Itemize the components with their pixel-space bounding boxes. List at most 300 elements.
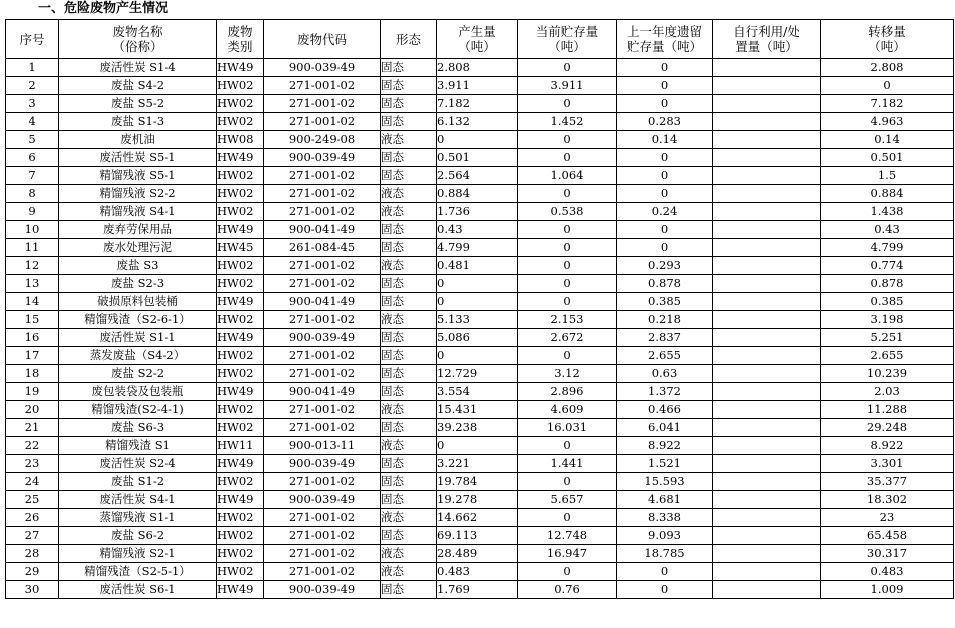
cell-seq: 2	[6, 77, 59, 95]
table-row	[6, 329, 954, 347]
cell-current-storage: 4.609	[518, 401, 617, 419]
cell-self-use	[713, 347, 821, 365]
cell-last-year-storage: 0.283	[617, 113, 713, 131]
cell-name: 废包装袋及包装瓶	[59, 383, 217, 401]
cell-transfer: 5.251	[821, 329, 954, 347]
cell-name: 精馏残渣（S2-6-1）	[59, 311, 217, 329]
cell-transfer: 0	[821, 77, 954, 95]
cell-code: 261-084-45	[264, 239, 381, 257]
cell-transfer: 2.655	[821, 347, 954, 365]
cell-code: 900-039-49	[264, 329, 381, 347]
cell-seq: 7	[6, 167, 59, 185]
table-header-row	[6, 20, 954, 59]
cell-seq: 8	[6, 185, 59, 203]
cell-name: 废活性炭 S1-4	[59, 59, 217, 77]
cell-last-year-storage: 4.681	[617, 491, 713, 509]
cell-code: 271-001-02	[264, 185, 381, 203]
cell-transfer: 18.302	[821, 491, 954, 509]
cell-last-year-storage: 0	[617, 563, 713, 581]
cell-self-use	[713, 77, 821, 95]
section-title: 一、危险废物产生情况	[38, 1, 169, 16]
cell-category: HW02	[217, 365, 264, 383]
cell-code: 900-013-11	[264, 437, 381, 455]
cell-code: 271-001-02	[264, 257, 381, 275]
cell-name: 废盐 S1-2	[59, 473, 217, 491]
cell-transfer: 4.799	[821, 239, 954, 257]
cell-seq: 1	[6, 59, 59, 77]
cell-category: HW49	[217, 221, 264, 239]
cell-code: 900-041-49	[264, 221, 381, 239]
cell-last-year-storage: 2.655	[617, 347, 713, 365]
cell-last-year-storage: 0	[617, 221, 713, 239]
table-row	[6, 581, 954, 599]
cell-self-use	[713, 455, 821, 473]
cell-produced: 1.769	[437, 581, 518, 599]
cell-produced: 0	[437, 293, 518, 311]
cell-seq: 3	[6, 95, 59, 113]
cell-self-use	[713, 365, 821, 383]
cell-form: 固态	[381, 383, 437, 401]
cell-transfer: 30.317	[821, 545, 954, 563]
cell-category: HW02	[217, 509, 264, 527]
cell-code: 271-001-02	[264, 545, 381, 563]
cell-seq: 30	[6, 581, 59, 599]
cell-form: 固态	[381, 221, 437, 239]
cell-seq: 13	[6, 275, 59, 293]
hazardous-waste-table	[5, 19, 954, 599]
table-row	[6, 113, 954, 131]
table-row	[6, 509, 954, 527]
cell-self-use	[713, 149, 821, 167]
cell-seq: 19	[6, 383, 59, 401]
cell-produced: 0	[437, 275, 518, 293]
cell-seq: 23	[6, 455, 59, 473]
cell-last-year-storage: 0.878	[617, 275, 713, 293]
cell-produced: 0.884	[437, 185, 518, 203]
cell-name: 精馏残液 S5-1	[59, 167, 217, 185]
table-row	[6, 419, 954, 437]
cell-current-storage: 0	[518, 95, 617, 113]
cell-last-year-storage: 2.837	[617, 329, 713, 347]
cell-form: 固态	[381, 167, 437, 185]
cell-produced: 14.662	[437, 509, 518, 527]
cell-form: 液态	[381, 203, 437, 221]
header-name: 废物名称 （俗称）	[59, 20, 217, 59]
cell-form: 液态	[381, 131, 437, 149]
cell-form: 液态	[381, 401, 437, 419]
cell-seq: 26	[6, 509, 59, 527]
cell-transfer: 1.5	[821, 167, 954, 185]
cell-category: HW02	[217, 113, 264, 131]
cell-form: 固态	[381, 347, 437, 365]
cell-transfer: 4.963	[821, 113, 954, 131]
cell-transfer: 11.288	[821, 401, 954, 419]
cell-code: 900-039-49	[264, 149, 381, 167]
cell-self-use	[713, 95, 821, 113]
cell-self-use	[713, 491, 821, 509]
cell-transfer: 3.198	[821, 311, 954, 329]
table-row	[6, 527, 954, 545]
cell-current-storage: 0	[518, 131, 617, 149]
cell-transfer: 3.301	[821, 455, 954, 473]
cell-produced: 19.784	[437, 473, 518, 491]
cell-name: 废机油	[59, 131, 217, 149]
header-transfer: 转移量 （吨）	[821, 20, 954, 59]
cell-form: 液态	[381, 311, 437, 329]
cell-self-use	[713, 203, 821, 221]
cell-category: HW49	[217, 293, 264, 311]
table-row	[6, 365, 954, 383]
cell-current-storage: 16.947	[518, 545, 617, 563]
cell-code: 271-001-02	[264, 203, 381, 221]
cell-last-year-storage: 0.63	[617, 365, 713, 383]
cell-last-year-storage: 8.922	[617, 437, 713, 455]
cell-seq: 28	[6, 545, 59, 563]
cell-produced: 7.182	[437, 95, 518, 113]
cell-code: 900-039-49	[264, 491, 381, 509]
cell-current-storage: 0	[518, 239, 617, 257]
cell-current-storage: 2.153	[518, 311, 617, 329]
cell-last-year-storage: 1.521	[617, 455, 713, 473]
cell-transfer: 0.878	[821, 275, 954, 293]
cell-category: HW02	[217, 257, 264, 275]
cell-produced: 2.808	[437, 59, 518, 77]
cell-code: 271-001-02	[264, 527, 381, 545]
cell-current-storage: 0.538	[518, 203, 617, 221]
cell-produced: 6.132	[437, 113, 518, 131]
cell-category: HW49	[217, 329, 264, 347]
cell-last-year-storage: 0	[617, 185, 713, 203]
table-row	[6, 221, 954, 239]
cell-form: 液态	[381, 509, 437, 527]
cell-form: 固态	[381, 149, 437, 167]
cell-self-use	[713, 221, 821, 239]
table-row	[6, 491, 954, 509]
cell-transfer: 0.884	[821, 185, 954, 203]
cell-transfer: 10.239	[821, 365, 954, 383]
table-row	[6, 131, 954, 149]
table-row	[6, 149, 954, 167]
cell-self-use	[713, 383, 821, 401]
cell-category: HW02	[217, 473, 264, 491]
cell-current-storage: 0	[518, 257, 617, 275]
cell-form: 液态	[381, 185, 437, 203]
cell-self-use	[713, 113, 821, 131]
table-row	[6, 275, 954, 293]
cell-name: 破损原料包装桶	[59, 293, 217, 311]
cell-transfer: 0.483	[821, 563, 954, 581]
cell-self-use	[713, 527, 821, 545]
cell-transfer: 0.385	[821, 293, 954, 311]
cell-category: HW02	[217, 275, 264, 293]
cell-form: 液态	[381, 437, 437, 455]
cell-transfer: 8.922	[821, 437, 954, 455]
cell-code: 271-001-02	[264, 401, 381, 419]
cell-seq: 20	[6, 401, 59, 419]
cell-name: 精馏残液 S2-1	[59, 545, 217, 563]
cell-self-use	[713, 167, 821, 185]
cell-transfer: 1.438	[821, 203, 954, 221]
cell-self-use	[713, 59, 821, 77]
cell-form: 液态	[381, 257, 437, 275]
cell-produced: 0	[437, 437, 518, 455]
cell-code: 271-001-02	[264, 509, 381, 527]
cell-name: 废活性炭 S6-1	[59, 581, 217, 599]
cell-self-use	[713, 419, 821, 437]
cell-form: 固态	[381, 419, 437, 437]
cell-produced: 12.729	[437, 365, 518, 383]
cell-seq: 9	[6, 203, 59, 221]
cell-last-year-storage: 0.218	[617, 311, 713, 329]
cell-current-storage: 0	[518, 509, 617, 527]
cell-current-storage: 0	[518, 347, 617, 365]
cell-last-year-storage: 18.785	[617, 545, 713, 563]
table-row	[6, 239, 954, 257]
cell-name: 废盐 S3	[59, 257, 217, 275]
table-row	[6, 401, 954, 419]
header-last-year-storage: 上一年度遗留 贮存量（吨）	[617, 20, 713, 59]
cell-name: 废水处理污泥	[59, 239, 217, 257]
cell-last-year-storage: 1.372	[617, 383, 713, 401]
cell-self-use	[713, 311, 821, 329]
cell-current-storage: 0.76	[518, 581, 617, 599]
cell-category: HW02	[217, 167, 264, 185]
cell-transfer: 0.43	[821, 221, 954, 239]
cell-form: 固态	[381, 581, 437, 599]
cell-form: 固态	[381, 365, 437, 383]
cell-transfer: 2.03	[821, 383, 954, 401]
cell-self-use	[713, 293, 821, 311]
header-category: 废物 类别	[217, 20, 264, 59]
cell-category: HW45	[217, 239, 264, 257]
cell-form: 固态	[381, 95, 437, 113]
header-seq: 序号	[6, 20, 59, 59]
cell-category: HW02	[217, 419, 264, 437]
cell-name: 废盐 S2-3	[59, 275, 217, 293]
cell-last-year-storage: 0	[617, 581, 713, 599]
cell-self-use	[713, 563, 821, 581]
cell-current-storage: 16.031	[518, 419, 617, 437]
cell-transfer: 2.808	[821, 59, 954, 77]
cell-name: 废盐 S2-2	[59, 365, 217, 383]
cell-code: 271-001-02	[264, 275, 381, 293]
cell-current-storage: 0	[518, 473, 617, 491]
cell-seq: 27	[6, 527, 59, 545]
cell-category: HW49	[217, 491, 264, 509]
table-row	[6, 95, 954, 113]
cell-name: 废盐 S6-2	[59, 527, 217, 545]
cell-last-year-storage: 0.24	[617, 203, 713, 221]
cell-code: 271-001-02	[264, 77, 381, 95]
cell-seq: 17	[6, 347, 59, 365]
cell-last-year-storage: 0.293	[617, 257, 713, 275]
cell-form: 固态	[381, 329, 437, 347]
cell-name: 废盐 S5-2	[59, 95, 217, 113]
cell-current-storage: 5.657	[518, 491, 617, 509]
cell-seq: 21	[6, 419, 59, 437]
cell-name: 精馏残渣 S1	[59, 437, 217, 455]
cell-seq: 14	[6, 293, 59, 311]
cell-form: 液态	[381, 545, 437, 563]
cell-produced: 0	[437, 131, 518, 149]
cell-self-use	[713, 401, 821, 419]
cell-current-storage: 3.911	[518, 77, 617, 95]
table-body	[6, 59, 954, 599]
cell-last-year-storage: 0.385	[617, 293, 713, 311]
cell-last-year-storage: 0	[617, 59, 713, 77]
cell-current-storage: 2.896	[518, 383, 617, 401]
cell-form: 固态	[381, 77, 437, 95]
cell-name: 废活性炭 S2-4	[59, 455, 217, 473]
cell-seq: 10	[6, 221, 59, 239]
table-row	[6, 347, 954, 365]
cell-name: 废活性炭 S4-1	[59, 491, 217, 509]
cell-seq: 6	[6, 149, 59, 167]
cell-category: HW49	[217, 581, 264, 599]
header-produced: 产生量 （吨）	[437, 20, 518, 59]
header-self-use: 自行利用/处 置量（吨）	[713, 20, 821, 59]
cell-current-storage: 0	[518, 437, 617, 455]
table-row	[6, 311, 954, 329]
cell-last-year-storage: 0.466	[617, 401, 713, 419]
cell-produced: 39.238	[437, 419, 518, 437]
cell-self-use	[713, 473, 821, 491]
cell-code: 900-039-49	[264, 59, 381, 77]
cell-current-storage: 0	[518, 275, 617, 293]
cell-current-storage: 1.441	[518, 455, 617, 473]
cell-code: 271-001-02	[264, 365, 381, 383]
cell-name: 废盐 S1-3	[59, 113, 217, 131]
cell-category: HW49	[217, 455, 264, 473]
cell-produced: 3.221	[437, 455, 518, 473]
cell-transfer: 7.182	[821, 95, 954, 113]
cell-category: HW02	[217, 95, 264, 113]
cell-last-year-storage: 0	[617, 77, 713, 95]
cell-current-storage: 0	[518, 149, 617, 167]
cell-last-year-storage: 0	[617, 95, 713, 113]
table-row	[6, 257, 954, 275]
cell-transfer: 29.248	[821, 419, 954, 437]
cell-name: 精馏残液 S2-2	[59, 185, 217, 203]
table-row	[6, 59, 954, 77]
cell-category: HW02	[217, 401, 264, 419]
cell-code: 271-001-02	[264, 113, 381, 131]
cell-last-year-storage: 8.338	[617, 509, 713, 527]
cell-category: HW02	[217, 77, 264, 95]
cell-transfer: 0.14	[821, 131, 954, 149]
cell-self-use	[713, 545, 821, 563]
cell-category: HW49	[217, 149, 264, 167]
cell-category: HW02	[217, 347, 264, 365]
cell-name: 废盐 S6-3	[59, 419, 217, 437]
cell-seq: 4	[6, 113, 59, 131]
cell-last-year-storage: 0	[617, 239, 713, 257]
cell-form: 固态	[381, 527, 437, 545]
cell-code: 271-001-02	[264, 167, 381, 185]
cell-produced: 5.133	[437, 311, 518, 329]
cell-current-storage: 0	[518, 563, 617, 581]
table-row	[6, 473, 954, 491]
cell-category: HW08	[217, 131, 264, 149]
cell-current-storage: 0	[518, 293, 617, 311]
cell-name: 废弃劳保用品	[59, 221, 217, 239]
cell-form: 固态	[381, 455, 437, 473]
cell-category: HW02	[217, 185, 264, 203]
cell-code: 271-001-02	[264, 473, 381, 491]
cell-transfer: 35.377	[821, 473, 954, 491]
table-row	[6, 203, 954, 221]
cell-self-use	[713, 581, 821, 599]
cell-name: 蒸馏残液 S1-1	[59, 509, 217, 527]
cell-form: 固态	[381, 473, 437, 491]
cell-seq: 11	[6, 239, 59, 257]
cell-current-storage: 12.748	[518, 527, 617, 545]
cell-last-year-storage: 6.041	[617, 419, 713, 437]
cell-self-use	[713, 329, 821, 347]
cell-seq: 18	[6, 365, 59, 383]
cell-produced: 4.799	[437, 239, 518, 257]
cell-name: 精馏残渣（S2-5-1）	[59, 563, 217, 581]
cell-form: 固态	[381, 293, 437, 311]
cell-produced: 3.554	[437, 383, 518, 401]
cell-produced: 1.736	[437, 203, 518, 221]
cell-name: 废活性炭 S1-1	[59, 329, 217, 347]
cell-category: HW02	[217, 563, 264, 581]
cell-self-use	[713, 131, 821, 149]
cell-seq: 5	[6, 131, 59, 149]
cell-name: 废盐 S4-2	[59, 77, 217, 95]
cell-current-storage: 0	[518, 221, 617, 239]
cell-form: 固态	[381, 275, 437, 293]
cell-form: 固态	[381, 113, 437, 131]
cell-transfer: 65.458	[821, 527, 954, 545]
header-code: 废物代码	[264, 20, 381, 59]
cell-form: 固态	[381, 59, 437, 77]
table-row	[6, 167, 954, 185]
cell-code: 271-001-02	[264, 95, 381, 113]
cell-code: 271-001-02	[264, 419, 381, 437]
cell-category: HW02	[217, 545, 264, 563]
cell-self-use	[713, 509, 821, 527]
header-current-storage: 当前贮存量 （吨）	[518, 20, 617, 59]
cell-name: 蒸发废盐（S4-2）	[59, 347, 217, 365]
cell-code: 900-039-49	[264, 455, 381, 473]
cell-category: HW49	[217, 59, 264, 77]
cell-name: 精馏残渣(S2-4-1)	[59, 401, 217, 419]
cell-seq: 25	[6, 491, 59, 509]
table-row	[6, 563, 954, 581]
cell-transfer: 0.501	[821, 149, 954, 167]
table-row	[6, 185, 954, 203]
cell-produced: 0.483	[437, 563, 518, 581]
cell-category: HW02	[217, 527, 264, 545]
cell-produced: 5.086	[437, 329, 518, 347]
table-row	[6, 437, 954, 455]
cell-code: 271-001-02	[264, 347, 381, 365]
table-row	[6, 545, 954, 563]
cell-code: 271-001-02	[264, 311, 381, 329]
cell-produced: 0.481	[437, 257, 518, 275]
cell-seq: 15	[6, 311, 59, 329]
cell-name: 废活性炭 S5-1	[59, 149, 217, 167]
cell-code: 900-041-49	[264, 293, 381, 311]
cell-produced: 28.489	[437, 545, 518, 563]
cell-last-year-storage: 15.593	[617, 473, 713, 491]
cell-last-year-storage: 0.14	[617, 131, 713, 149]
table-row	[6, 293, 954, 311]
cell-self-use	[713, 437, 821, 455]
cell-current-storage: 1.064	[518, 167, 617, 185]
